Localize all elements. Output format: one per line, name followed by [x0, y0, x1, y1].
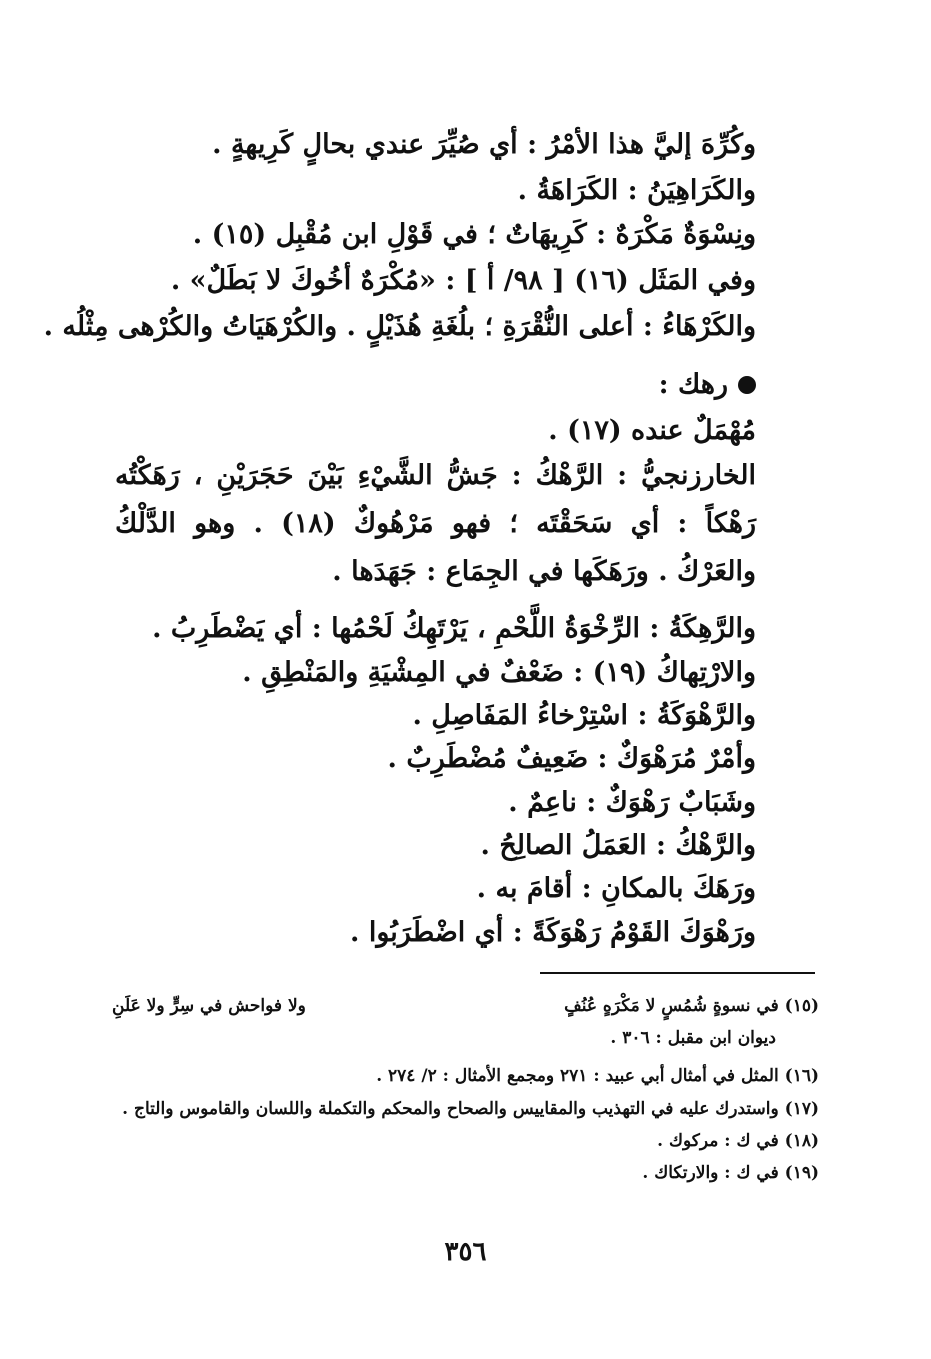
indented-line-1: والرَّهِكَةُ : الرِّخْوَةُ اللَّحْمِ ، يَرْتَهِكُ لَحْمُها : أي يَضْطَرِبُ .: [152, 613, 756, 644]
bullet-icon: [738, 376, 756, 394]
indented-line-3: والرَّهْوَكَةُ : اسْتِرْخاءُ المَفَاصِلِ .: [412, 700, 756, 731]
entry-paragraph: الخارزنجيُّ : الرَّهْكُ : جَشُّ الشَّيْءِ بَيْنَ حَجَرَيْنِ ، رَهَكْتُه رَهْكاً : أي سَحَقْتَه ؛ فهو مَرْهُوكٌ (١٨) . وهو الدَّلْكُ والعَرْكُ . ورَهَكَها في الجِمَاع : جَهَدَها .: [115, 460, 757, 587]
footnote-17: (١٧) واستدرك عليه في التهذيب والمقاييس والصحاح والمحكم والتكملة واللسان والقاموس والتاج .: [122, 1099, 819, 1119]
footnote-divider: [540, 972, 815, 974]
body-line-4: وفي المَثَل (١٦) [ ٩٨/ أ ] : «مُكْرَهٌ أخُوكَ لا بَطَلٌ» .: [170, 265, 756, 296]
footnote-15-source: ديوان ابن مقبل : ٣٠٦ .: [610, 1028, 776, 1048]
indented-line-5: وشَبَابٌ رَهْوَكٌ : ناعِمٌ .: [508, 787, 756, 818]
entry-note: مُهْمَلٌ عنده (١٧) .: [548, 415, 756, 446]
indented-line-7: ورَهَكَ بالمكانِ : أقامَ به .: [476, 873, 756, 904]
footnote-15: [112, 992, 819, 1020]
entry-heading-text: رهك :: [658, 369, 728, 400]
body-line-5: والكَرْهَاءُ : أعلى النُّقْرَةِ ؛ بلُغَةِ هُذَيْلٍ . والكُرْهَيَاتُ والكُرْهى مِثْلُه .: [43, 311, 756, 342]
indented-line-8: ورَهْوَكَ القَوْمُ رَهْوَكَةً : أي اضْطَرَبُوا .: [350, 917, 756, 948]
indented-line-2: والارْتِهاكُ (١٩) : ضَعْفٌ في المِشْيَةِ والمَنْطِقِ .: [242, 657, 756, 688]
body-line-1: وكُرِّهَ إليَّ هذا الأمْرُ : أي صُيِّرَ عندي بحالٍ كَرِيهةٍ .: [212, 129, 756, 160]
indented-line-4: وأمْرٌ مُرَهْوَكٌ : ضَعِيفٌ مُضْطَرِبٌ .: [387, 743, 756, 774]
body-line-3: ونِسْوَةٌ مَكْرَهٌ : كَرِيهَاتٌ ؛ في قَوْلِ ابن مُقْبِل (١٥) .: [192, 219, 756, 250]
indented-line-6: والرَّهْكُ : العَمَلُ الصالِحُ .: [480, 830, 756, 861]
footnote-15-number: (١٥) في: [756, 996, 819, 1016]
footnote-15-verse: [112, 992, 819, 1020]
footnote-16: (١٦) المثل في أمثال أبي عبيد : ٢٧١ ومجمع الأمثال : ٢/ ٢٧٤ .: [376, 1066, 819, 1086]
footnote-18: (١٨) في ك : مركوك .: [657, 1131, 819, 1151]
footnote-19: (١٩) في ك : والارتكاك .: [642, 1163, 819, 1183]
entry-heading: [659, 362, 756, 408]
footnote-15-hemistich-1: نسوةٍ شُمُسٍ لا مَكْرَهٍ عُنُفٍ: [564, 996, 751, 1016]
body-line-2: والكَرَاهِيَنُ : الكَرَاهَةُ .: [517, 175, 756, 206]
page-number: ٣٥٦: [444, 1237, 487, 1267]
footnote-15-hemistich-2: ولا فواحش في سِرٍّ ولا عَلَنِ: [112, 996, 306, 1016]
